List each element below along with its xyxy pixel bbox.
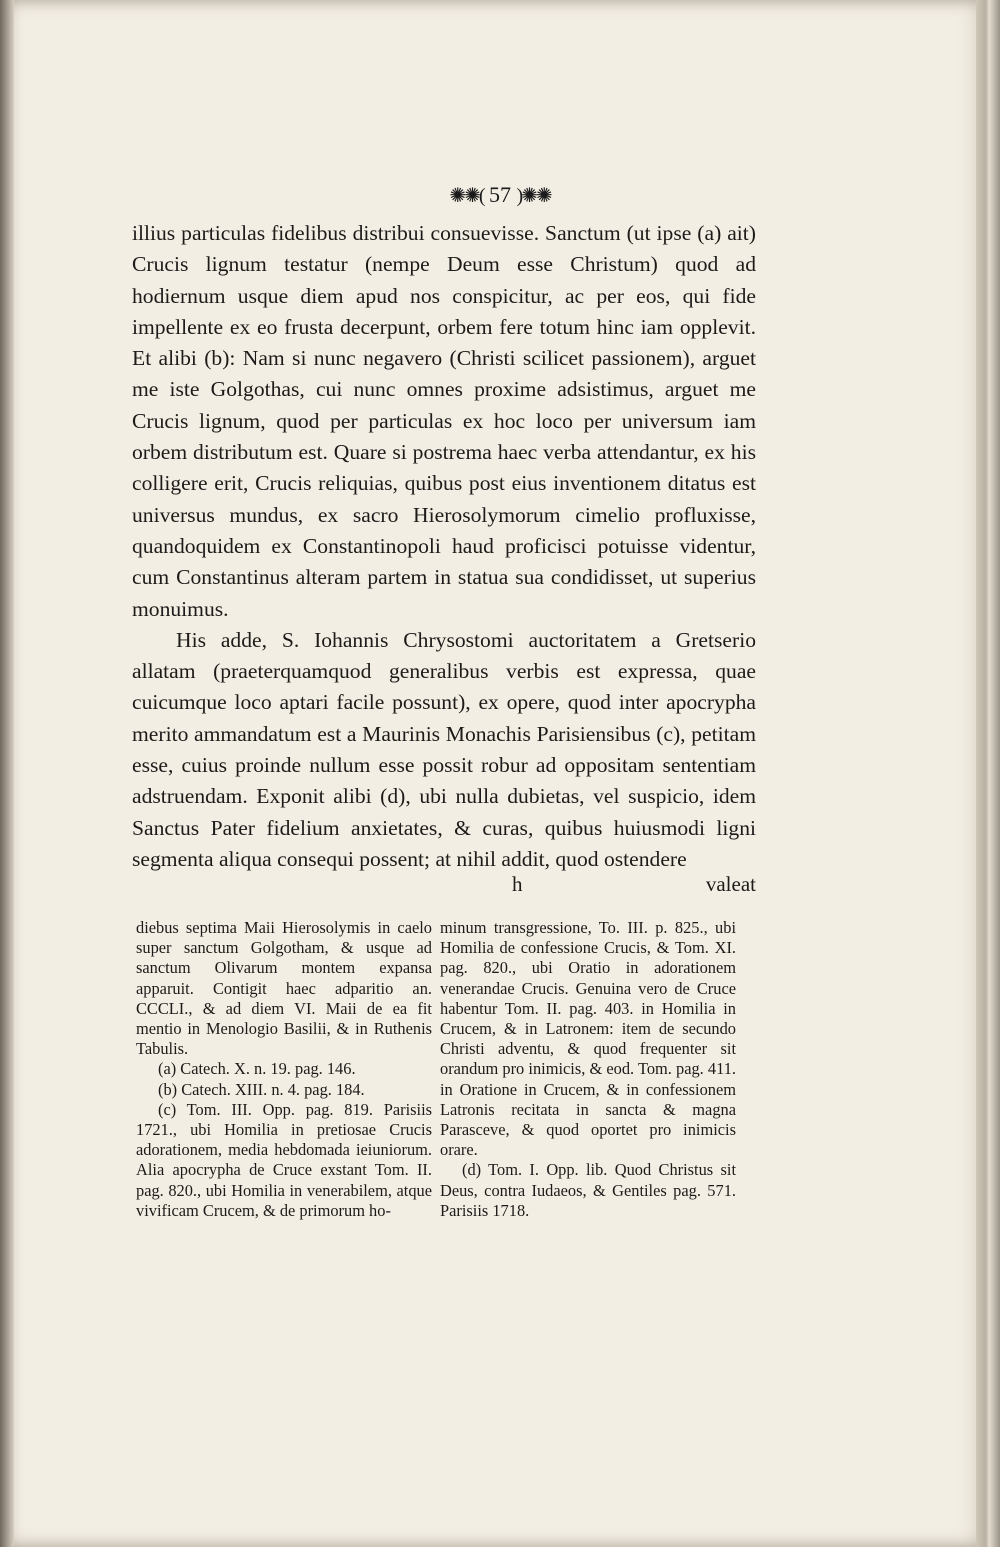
ornament-left-icon: ✺✺( [449, 185, 484, 207]
footnotes-left-column [136, 918, 432, 1221]
footnote-b: (b) Catech. XIII. n. 4. pag. 184. [158, 1079, 365, 1099]
catchword: valeat [705, 872, 756, 896]
page-header [0, 182, 1000, 208]
book-gutter [0, 0, 14, 1547]
paragraph-1: illius particulas fidelibus distribui consuevisse. Sanctum (ut ipse (a) ait) Crucis lignum testatur (nempe Deum esse Christum) quod ad hodiernum usque diem apud nos conspicitur, ac per eos, qui fide impellente ex eo frusta decerpunt, orbem fere totum hinc iam opplevit. Et alibi (b): Nam si nunc negavero (Christi scilicet passionem), arguet me iste Golgothas, cui nunc omnes proxime adsistimus, arguet me Crucis lignum, quod per particulas ex hoc loco per universum iam orbem distributum est. Quare si postrema haec verba attendantur, ex his colligere erit, Crucis reliquias, quibus post eius inventionem ditatus est universus mundus, ex sacro Hierosolymorum cimelio profluxisse, quandoquidem ex Constantinopoli haud proficisci potuisse videntur, cum Constantinus alteram partem in statua sua condidisset, ut superius monuimus. [132, 221, 756, 621]
main-text [132, 218, 756, 875]
ornament-right-icon: )✺✺ [516, 185, 551, 207]
paragraph-2: His adde, S. Iohannis Chrysostomi auctoritatem a Gretserio allatam (praeterquamquod generalibus verbis est expressa, quae cuicumque loco aptari facile possunt), ex opere, quod inter apocrypha merito ammandatum est a Maurinis Monachis Parisiensibus (c), petitam esse, cuius proinde nullum esse possit robur ad oppositam sententiam adstruendam. Exponit alibi (d), ubi nulla dubietas, vel suspicio, idem Sanctus Pater fidelium anxietates, & curas, quibus huiusmodi ligni segmenta aliqua consequi possent; at nihil addit, quod ostendere [132, 627, 756, 871]
footnote-continuation: diebus septima Maii Hierosolymis in caelo super sanctum Golgotham, & usque ad sanctum Olivarum montem expansa apparuit. Contigit haec adparitio an. CCCLI., & ad diem VI. Maii de ea fit mentio in Menologio Basilii, & in Ruthenis Tabulis. [136, 918, 432, 1059]
footnotes-right-column [440, 918, 736, 1221]
signature-mark: h [512, 872, 523, 896]
footnote-c: (c) Tom. III. Opp. pag. 819. Parisiis 1721., ubi Homilia in pretiosae Crucis adorationem, media hebdomada ieiuniorum. Alia apocrypha de Cruce exstant Tom. II. pag. 820., ubi Homilia in venerabilem, atque vivificam Crucem, & de primorum ho- [136, 1099, 432, 1220]
page-edge [976, 0, 1000, 1547]
page-number: 57 [489, 182, 511, 207]
footnote-c-continuation: minum transgressione, To. III. p. 825., ubi Homilia de confessione Crucis, & Tom. XI. pag. 820., ubi Oratio in adorationem venerandae Crucis. Genuina vero de Cruce habentur Tom. II. pag. 403. in Homilia in Crucem, & in Latronem: item de secundo Christi adventu, & quod frequenter sit orandum pro inimicis, & eod. Tom. pag. 411. in Oratione in Crucem, & in confessionem Latronis recitata in sancta & magna Parasceve, & quod oportet pro inimicis orare. [440, 918, 736, 1160]
footnote-d: (d) Tom. I. Opp. lib. Quod Christus sit Deus, contra Iudaeos, & Gentiles pag. 571. Parisiis 1718. [440, 1160, 736, 1220]
footnote-a: (a) Catech. X. n. 19. pag. 146. [158, 1059, 356, 1079]
